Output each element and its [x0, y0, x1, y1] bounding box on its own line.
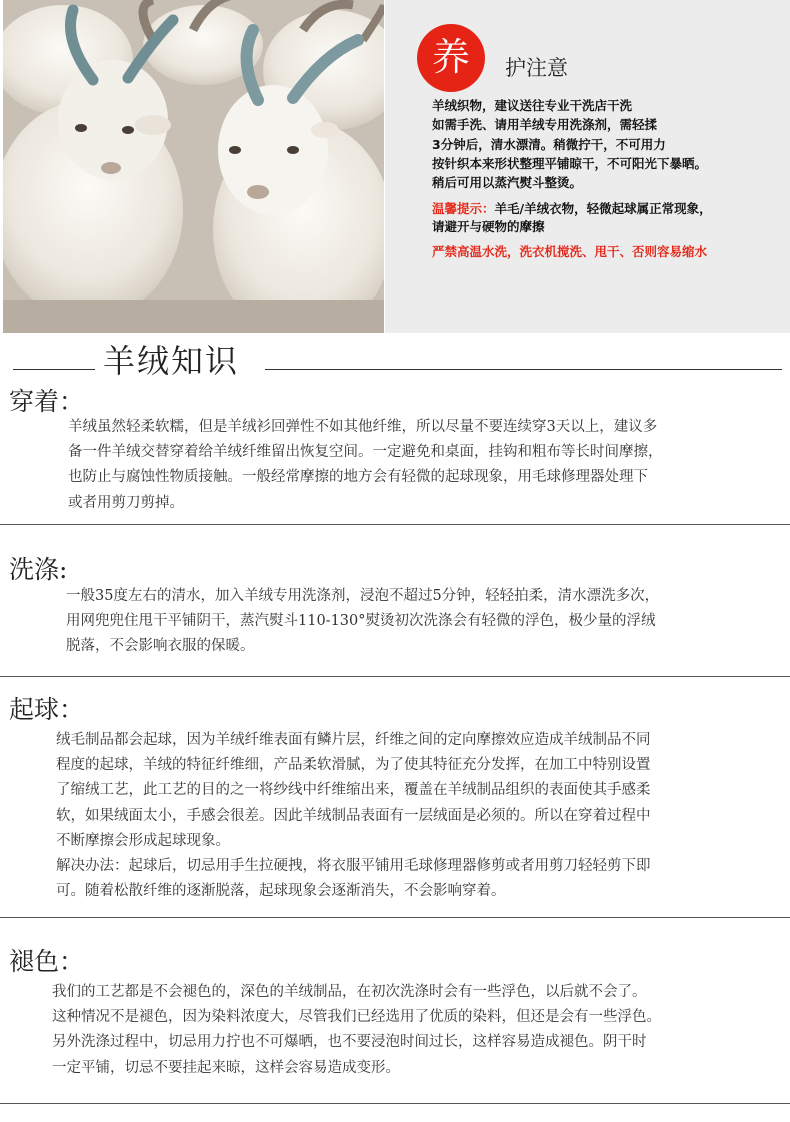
section-text-pilling: [56, 728, 782, 904]
section-text-washing: [66, 584, 784, 660]
section-text-wearing: [68, 415, 786, 516]
text-line: 另外洗涤过程中，切忌用力拧也不可爆晒，也不要浸泡时间过长，这样容易造成褪色。阴干时: [52, 1034, 647, 1051]
section-divider: [0, 917, 790, 918]
text-line: 备一件羊绒交替穿着给羊绒纤维留出恢复空间。一定避免和桌面，挂钩和粗布等长时间摩擦，: [68, 444, 663, 461]
section-heading-fading: 褪色：: [9, 947, 85, 976]
text-line: 程度的起球，羊绒的特征纤维细，产品柔软滑腻，为了使其特征充分发挥，在加工中特别设置: [56, 757, 651, 774]
text-line: 用网兜兜住甩干平铺阴干，蒸汽熨斗110-130°熨烫初次洗涤会有轻微的浮色，极少量的浮绒: [66, 613, 656, 630]
section-divider: [0, 524, 790, 525]
care-title: 护注意: [505, 56, 568, 80]
section-heading-pilling: 起球：: [9, 695, 85, 724]
goats-illustration: [3, 0, 384, 333]
text-line: 羊绒虽然轻柔软糯，但是羊绒衫回弹性不如其他纤维，所以尽量不要连续穿3天以上，建议多: [68, 419, 658, 435]
text-line: 脱落，不会影响衣服的保暖。: [66, 638, 255, 655]
care-line: 如需手洗、请用羊绒专用洗涤剂，需轻揉: [432, 117, 658, 133]
care-line: 按针织本来形状整理平铺晾干，不可阳光下暴晒。: [432, 155, 708, 171]
text-line: 不断摩擦会形成起球现象。: [56, 832, 230, 849]
care-badge: 养: [417, 24, 485, 92]
care-instructions-panel: [385, 0, 790, 333]
knowledge-title: 羊绒知识: [103, 342, 240, 380]
text-line: 一般35度左右的清水，加入羊绒专用洗涤剂，浸泡不超过5分钟，轻轻拍柔，清水漂洗多次，: [66, 588, 660, 604]
section-heading-washing: 洗涤:: [9, 555, 68, 584]
section-text-fading: [52, 980, 786, 1081]
care-line: 稍后可用以蒸汽熨斗整烫。: [432, 175, 583, 191]
header-divider-left: [13, 369, 95, 370]
text-line: 了缩绒工艺，此工艺的目的之一将纱线中纤维缩出来，覆盖在羊绒制品组织的表面使其手感柔: [56, 782, 651, 799]
goats-photo: [3, 0, 384, 333]
text-line: 这种情况不是褪色，因为染料浓度大，尽管我们已经选用了优质的染料，但还是会有一些浮色。: [52, 1009, 661, 1026]
care-line: 羊绒织物，建议送往专业干洗店干洗: [432, 98, 633, 113]
text-line: 也防止与腐蚀性物质接触。一般经常摩擦的地方会有轻微的起球现象，用毛球修理器处理下: [68, 469, 648, 486]
warm-tip: [432, 200, 784, 236]
section-divider: [0, 676, 790, 677]
care-line: 3分钟后，清水漂清。稍微拧干，不可用力: [432, 136, 666, 152]
text-line: 软，如果绒面太小，手感会很差。因此羊绒制品表面有一层绒面是必须的。所以在穿着过程中: [56, 807, 651, 824]
section-divider: [0, 1103, 790, 1104]
section-heading-wearing: 穿着：: [9, 387, 85, 416]
care-banner: [0, 0, 790, 333]
warm-tip-text: 羊毛/羊绒衣物，轻微起球属正常现象，: [494, 201, 712, 216]
warm-tip-text-2: 请避开与硬物的摩擦: [432, 219, 545, 234]
text-line: 解决办法：起球后，切忌用手生拉硬拽，将衣服平铺用毛球修理器修剪或者用剪刀轻轻剪下即: [56, 858, 651, 875]
forbid-warning: 严禁高温水洗，洗衣机搅洗、甩干、否则容易缩水: [432, 244, 708, 259]
text-line: 我们的工艺都是不会褪色的，深色的羊绒制品，在初次洗涤时会有一些浮色，以后就不会了。: [52, 984, 647, 1000]
text-line: 一定平铺，切忌不要挂起来晾，这样会容易造成变形。: [52, 1059, 400, 1076]
text-line: 可。随着松散纤维的逐渐脱落，起球现象会逐渐消失，不会影响穿着。: [56, 883, 506, 900]
text-line: 或者用剪刀剪掉。: [68, 494, 184, 511]
text-line: 绒毛制品都会起球，因为羊绒纤维表面有鳞片层，纤维之间的定向摩擦效应造成羊绒制品不同: [56, 732, 651, 748]
care-lines: [432, 96, 784, 192]
header-divider-right: [265, 369, 782, 370]
warm-tip-label: 温馨提示：: [432, 201, 495, 216]
